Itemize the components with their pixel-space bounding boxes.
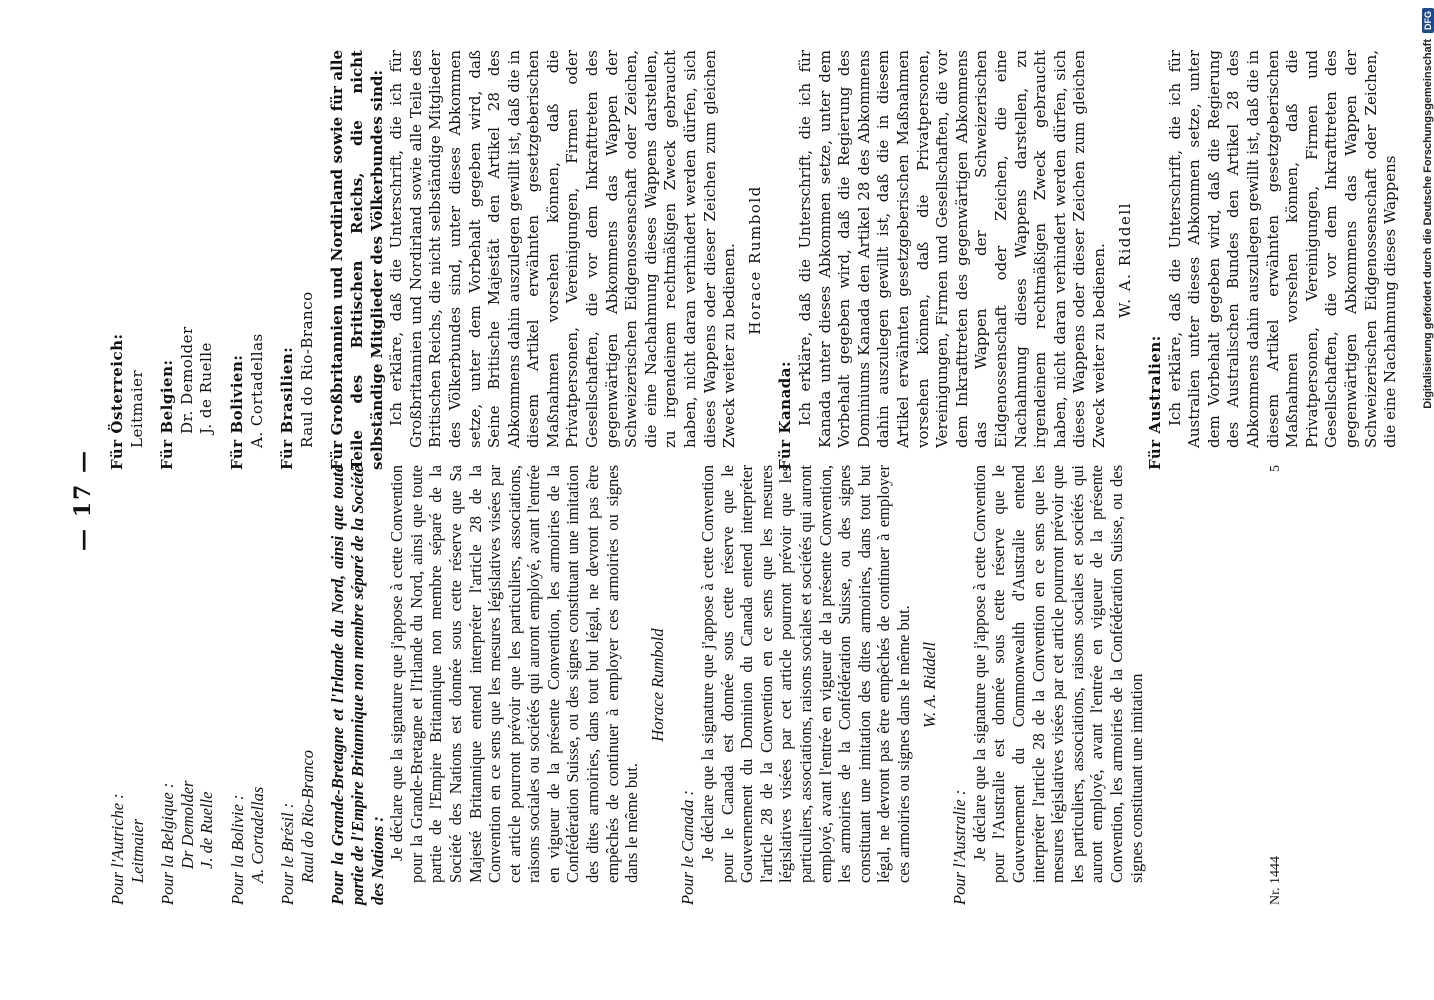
de-austria-signer: Leitmaier xyxy=(127,369,146,448)
fr-bolivia-signer: A. Cortadellas xyxy=(247,786,267,883)
fr-brazil-signer: Raul do Rio-Branco xyxy=(297,750,317,883)
de-australia-label: Für Australien: xyxy=(1146,335,1165,470)
page-number: 5 xyxy=(1268,465,1283,472)
fr-canada-label: Pour le Canada : xyxy=(678,789,698,905)
de-austria-block xyxy=(108,50,147,470)
fr-bolivia-label: Pour la Bolivie : xyxy=(227,794,247,905)
fr-canada-text: Je déclare que la signature que j'appose à cette Convention pour le Canada est donnée sous cette réserve que le Gouvernement du Dominion du Canada entend interpréter l'article 28 de la Convention en ce sens que les mesures législatives visées par cet article pourront prévoir que les particuliers, associations, raisons sociales et sociétés qui auront employé, avant l'entrée en vigueur de la présente Convention, les armoiries de la Confédération Suisse, ou des signes constituant une imitation des dites armoiries, dans tout but légal, ne devront pas être empêchés de continuer à employer ces armoiries ou signes dans le même but. xyxy=(698,465,913,883)
de-belgium-label: Für Belgien: xyxy=(158,359,177,470)
german-column xyxy=(108,50,1412,470)
de-uk-label: Für Großbritannien und Nordirland sowie für alle Teile des Britischen Reichs, die nicht selbständige Mitglieder des Völkerbundes sind: xyxy=(328,50,386,470)
de-austria-label: Für Österreich: xyxy=(108,333,126,470)
fr-belgium-signer-1: Dr Demolder xyxy=(177,780,197,869)
french-column xyxy=(108,465,1157,905)
page-header: — 17 — xyxy=(70,449,96,551)
fr-bolivia-block xyxy=(228,465,267,905)
de-bolivia-label: Für Bolivien: xyxy=(227,354,246,470)
de-uk-text: Ich erkläre, daß die Unterschrift, die ich für Großbritannien und Nordirland sowie alle Teile des Britischen Reichs, die nicht selbständige Mitglieder des Völkerbundes sind, unter dieses Abkommen setze, unter dem Vorbehalt gegeben wird, daß Seine Britische Majestät den Artikel 28 des Abkommens dahin auszulegen gewillt ist, daß die in diesem Artikel erwähnten gesetzgeberischen Maßnahmen vorsehen können, daß die Privatpersonen, Vereinigungen, Firmen oder Gesellschaften, die vor dem Inkrafttreten des gegenwärtigen Abkommens das Wappen der Schweizerischen Eidgenossenschaft oder Zeichen, die eine Nachahmung dieses Wappens darstellen, zu irgendeinem rechtmäßigen Zweck gebraucht haben, nicht daran verhindert werden dürfen, sich dieses Wappens oder dieser Zeichen zum gleichen Zweck weiter zu bedienen. xyxy=(387,50,739,448)
de-belgium-signer-2: J. de Ruelle xyxy=(197,342,216,434)
fr-uk-text: Je déclare que la signature que j'appose à cette Convention pour la Grande-Bretagne et l'Irlande du Nord, ainsi que toute partie de l'Empire Britannique non membre séparé de la Société des Nations est donnée sous cette réserve que Sa Majesté Britannique entend interpréter l'article 28 de la Convention en ce sens que les mesures législatives visées par cet article pourront prévoir que les particuliers, associations, raisons sociales ou sociétés qui auront employé, avant l'entrée en vigueur de la présente Convention, les armoiries de la Confédération Suisse, ou des signes constituant une imitation des dites armoiries, dans tout but légal, ne devront pas être empêchés de continuer à employer ces armoiries ou signes dans le même but. xyxy=(387,465,642,883)
de-australia-text: Ich erkläre, daß die Unterschrift, die ich für Australien unter dieses Abkommen setze, unter dem Vorbehalt gegeben wird, daß die Regierung des Australischen Bundes den Artikel 28 des Abkommens dahin auszulegen gewillt ist, daß die in diesem Artikel erwähnten gesetzgeberischen Maßnahmen vorsehen können, daß die Privatpersonen, Vereinigungen, Firmen und Gesellschaften, die vor dem Inkrafttreten des gegenwärtigen Abkommens das Wappen der Schweizerischen Eidgenossenschaft oder Zeichen, die eine Nachahmung dieses Wappens xyxy=(1165,50,1400,448)
digitization-banner xyxy=(1418,8,1434,988)
fr-belgium-label: Pour la Belgique : xyxy=(158,782,178,905)
dfg-logo: DFG xyxy=(1422,8,1434,33)
fr-australia-text: Je déclare que la signature que j'appose à cette Convention pour l'Australie est donnée sous cette réserve que le Gouvernement du Commonwealth d'Australie entend interpréter l'article 28 de la Convention en ce sens que les mesures législatives visées par cet article pourront prévoir que les particuliers, associations, raisons sociales et sociétés qui auront employé, avant l'entrée en vigueur de la présente Convention, les armoiries de la Confédération Suisse, ou des signes constituant une imitation xyxy=(969,465,1146,883)
de-australia-block xyxy=(1146,50,1401,470)
de-uk-block xyxy=(328,50,765,470)
fr-canada-signer: W. A. Riddell xyxy=(919,641,939,729)
document-number: Nr. 1444 xyxy=(1268,856,1283,905)
de-canada-text: Ich erkläre, daß die Unterschrift, die ich für Kanada unter dieses Abkommen setze, unter dem Vorbehalt gegeben wird, daß die Regierung des Dominiums Kanada den Artikel 28 des Abkommens dahin auszulegen gewillt ist, daß die in diesem Artikel erwähnten gesetzgeberischen Maßnahmen vorsehen können, daß die Privatpersonen, Vereinigungen, Firmen und Gesellschaften, die vor dem Inkrafttreten des gegenwärtigen Abkommens das Wappen der Schweizerischen Eidgenossenschaft oder Zeichen, die eine Nachahmung dieses Wappens darstellen, zu irgendeinem rechtmäßigen Zweck gebraucht haben, nicht daran verhindert werden dürfen, sich dieses Wappens oder dieser Zeichen zum gleichen Zweck weiter zu bedienen. xyxy=(796,50,1108,448)
de-brazil-block xyxy=(278,50,317,470)
de-belgium-block xyxy=(158,50,217,470)
de-bolivia-signer: A. Cortadellas xyxy=(247,333,266,448)
de-brazil-signer: Raul do Rio-Branco xyxy=(297,291,316,448)
de-uk-signer: Horace Rumbold xyxy=(745,185,764,335)
fr-austria-block xyxy=(108,465,147,905)
de-belgium-signer-1: Dr. Demolder xyxy=(177,326,196,434)
de-canada-label: Für Kanada: xyxy=(776,360,795,470)
de-canada-block xyxy=(776,50,1135,470)
de-canada-signer: W. A. Riddell xyxy=(1115,202,1134,318)
fr-uk-signer: Horace Rumbold xyxy=(647,628,667,742)
de-brazil-label: Für Brasilien: xyxy=(278,346,297,470)
fr-belgium-block xyxy=(158,465,217,905)
fr-belgium-signer-2: J. de Ruelle xyxy=(197,791,217,869)
de-bolivia-block xyxy=(228,50,267,470)
fr-brazil-label: Pour le Brésil : xyxy=(278,802,298,905)
fr-brazil-block xyxy=(278,465,317,905)
fr-austria-label: Pour l'Autriche : xyxy=(108,793,127,905)
fr-uk-label: Pour la Grande-Bretagne et l'Irlande du Nord, ainsi que toute partie de l'Empire Britannique non membre séparé de la Société des Nations : xyxy=(328,465,387,905)
fr-australia-block xyxy=(950,465,1146,905)
fr-uk-block xyxy=(328,465,667,905)
fr-canada-block xyxy=(678,465,939,905)
fr-austria-signer: Leitmaier xyxy=(127,818,147,883)
digitization-note: Digitalisierung gefördert durch die Deutsche Forschungsgemeinschaft xyxy=(1422,39,1434,409)
fr-australia-label: Pour l'Australie : xyxy=(950,789,970,905)
